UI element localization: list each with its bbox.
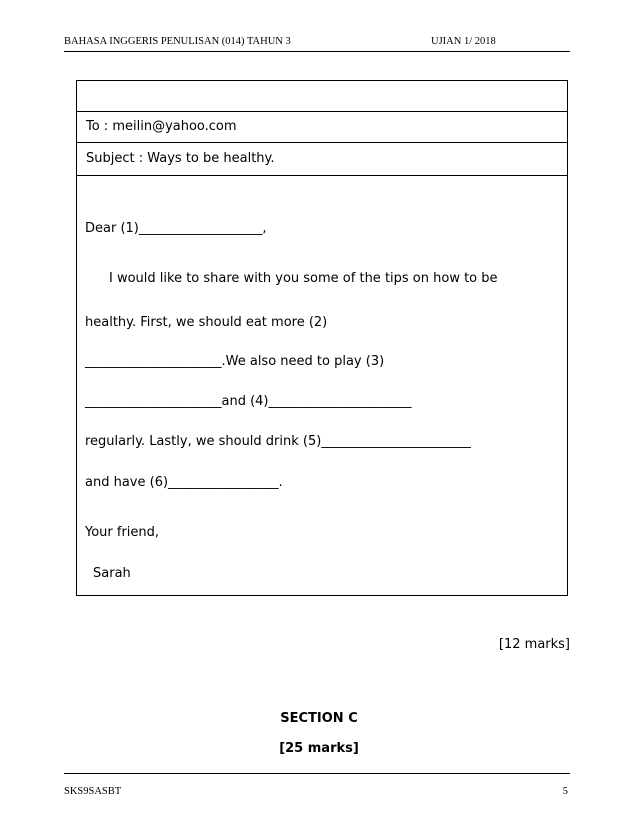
letter-line: healthy. First, we should eat more (2) [85,315,328,330]
email-letter-box [76,80,568,596]
question-marks: [12 marks] [498,637,570,652]
letter-line: _____________________.We also need to play (3) [85,354,385,369]
email-to-row [77,112,567,143]
letter-closing: Your friend, [85,525,160,540]
letter-line: I would like to share with you some of the tips on how to be [109,271,498,286]
footer-rule [64,773,570,774]
email-blank-row [77,81,567,112]
header-rule [64,51,570,52]
letter-line: and have (6)_________________. [85,475,283,490]
email-subject: Subject : Ways to be healthy. [86,151,275,166]
header-subject: BAHASA INGGERIS PENULISAN (014) TAHUN 3 [64,36,291,47]
email-subject-row [77,143,567,176]
letter-greeting: Dear (1)___________________, [85,221,267,236]
email-to: To : meilin@yahoo.com [86,119,237,134]
footer-code: SKS9SASBT [64,786,122,797]
page-header [64,36,570,52]
section-marks: [25 marks] [279,741,359,756]
page-number: 5 [562,786,568,797]
letter-line: _____________________and (4)______________________ [85,394,412,409]
letter-line: regularly. Lastly, we should drink (5)_______________________ [85,434,471,449]
letter-signature: Sarah [93,566,131,581]
section-title: SECTION C [280,711,358,726]
header-exam: UJIAN 1/ 2018 [431,36,496,47]
